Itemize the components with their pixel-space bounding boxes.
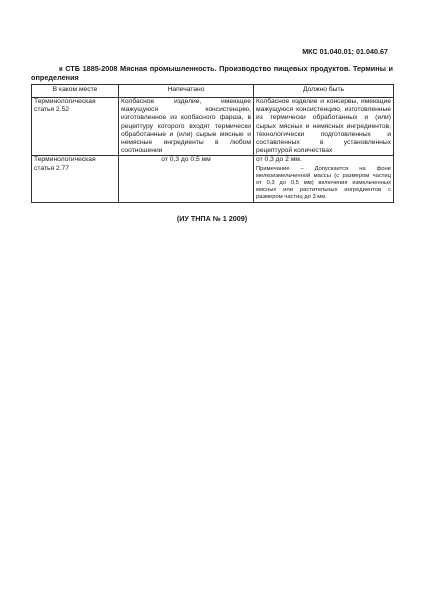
note-text: Примечание – Допускается на фоне мелкоизмельченной массы (с размером частиц от 0,3 до 0,5 мм) включения измельченных мясных или растительных ингредиентов с размером частиц до 3 мм. — [256, 165, 391, 201]
table-row — [32, 98, 394, 156]
column-header-printed: Напечатано — [119, 85, 254, 98]
should-be-value: от 0,3 до 2 мм. — [256, 156, 302, 164]
cell-should-be — [254, 156, 394, 202]
amendment-heading: к СТБ 1885-2008 Мясная промышленность. Производство пищевых продуктов. Термины и определения — [31, 64, 393, 82]
cell-place: Терминологическая статья 2.77 — [32, 156, 119, 202]
table-header-row — [32, 85, 394, 98]
cell-place: Терминологическая статья 2.52 — [32, 98, 119, 156]
cell-printed: от 0,3 до 0,5 мм — [119, 156, 254, 202]
table-row — [32, 156, 394, 202]
amendment-table — [31, 84, 394, 203]
column-header-place: В каком месте — [32, 85, 119, 98]
amendment-source: (ИУ ТНПА № 1 2009) — [176, 214, 248, 223]
column-header-should-be: Должно быть — [254, 85, 394, 98]
cell-printed: Колбасное изделие, имеющее мажущуюся консистенцию, изготовленное из колбасного фарша, в рецептуру которого входят термически обработанные и (или) сырые мясные и немясные ингредиенты в любом соотношении — [119, 98, 254, 156]
mks-code: МКС 01.040.01; 01.040.67 — [302, 47, 388, 56]
cell-should-be: Колбасное изделие и консервы, имеющие мажущуюся консистенцию, изготовленные из термически обработанных и (или) сырых мясных и немясных ингредиентов, технологически подготовленных и составленных в установленных рецептурой количествах — [254, 98, 394, 156]
